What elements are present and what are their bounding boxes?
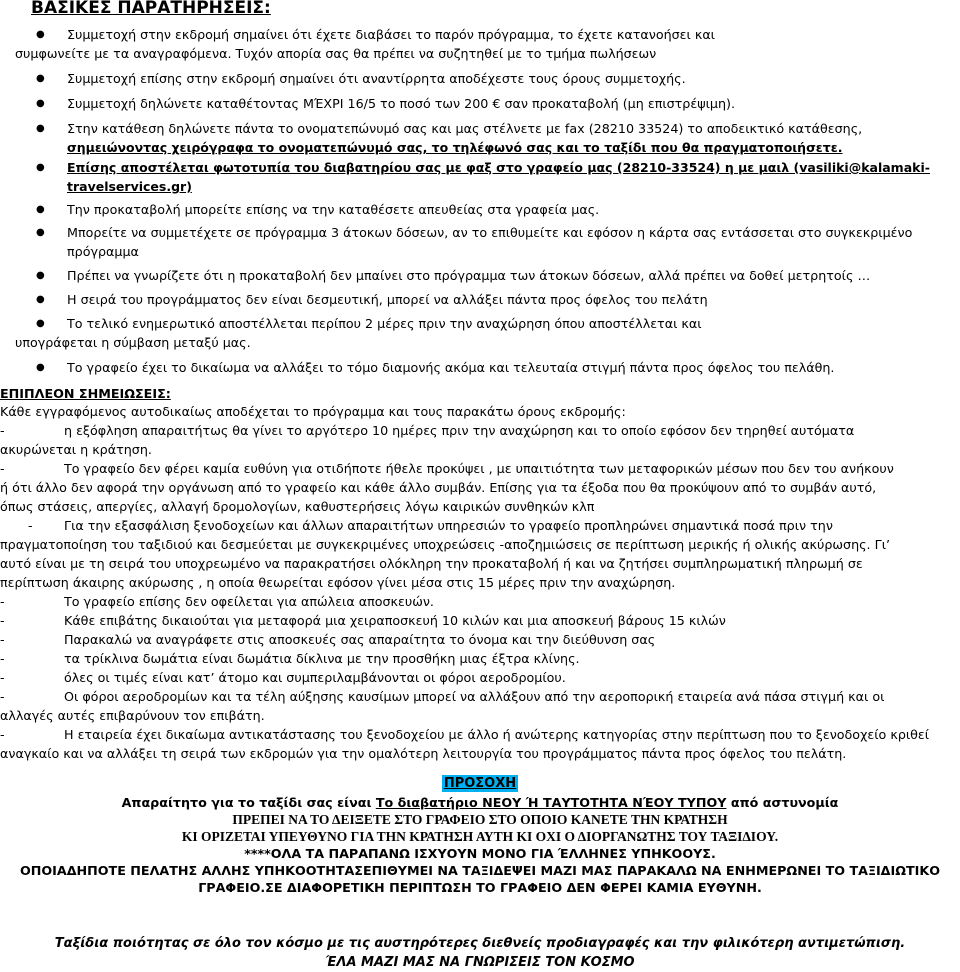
dash-marker: - — [0, 613, 5, 628]
list-item-line: ● Στην κατάθεση δηλώνετε πάντα το ονοματεπώνυμό σας και μας στέλνετε με fax (28210 33524) το αποδεικτικό κατάθεσης, — [67, 121, 863, 136]
list-item-line: ● Συμμετοχή επίσης στην εκδρομή σημαίνει ότι αναντίρρητα αποδέχεστε τους όρους συμμετοχής. — [67, 71, 686, 86]
dash-marker: - — [0, 461, 5, 476]
list-item: - η εξόφληση απαραιτήτως θα γίνει το αργότερο 10 ημέρες πριν την αναχώρηση και το οποίο εφόσον δεν τηρηθεί αυτόματα — [0, 423, 855, 438]
list-item-line: ● Το γραφείο έχει το δικαίωμα να αλλάξει το τόμο διαμονής ακόμα και τελευταία στιγμή πάντα προς όφελος του πελάθη. — [67, 360, 835, 375]
list-item — [15, 158, 960, 177]
notes-intro: Κάθε εγγραφόμενος αυτοδικαίως αποδέχεται το πρόγραμμα και τους παρακάτω όρους εκδρομής: — [0, 404, 626, 419]
list-item-line: αναγκαίο και να αλλάξει τη σειρά των εκδρομών για την ομαλότερη λειτουργία του προγράμματος πάντα προς όφελος του πελάτη. — [0, 746, 847, 761]
attention-title: ΠΡΟΣΟΧΗ — [443, 776, 517, 791]
list-item-line: υπογράφεται η σύμβαση μεταξύ μας. — [15, 335, 251, 350]
list-item: - Το γραφείο δεν φέρει καμία ευθύνη για οτιδήποτε ήθελε προκύψει , με υπαιτιότητα των μεταφορικών μέσων που δεν του ανήκουν — [0, 461, 894, 476]
dash-marker: - — [0, 670, 5, 685]
list-item-line: αυτό είναι με τη σειρά του υποχρεωμένο να παρακρατήσει ολόκληρη την προκαταβολή ή και να ζητήσει συμπληρωματική πληρωμή σε — [0, 556, 863, 571]
dash-marker: - — [0, 689, 5, 704]
list-item-line: περίπτωση άκαιρης ακύρωσης , η οποία θεωρείται εφόσον γίνει μέσα στις 15 μέρες πριν την αναχώρηση. — [0, 575, 676, 590]
attention-line: Απαραίτητο για το ταξίδι σας είναι Το διαβατήριο ΝΕΟΥ Ή ΤΑΥΤΟΤΗΤΑ ΝΈΟΥ ΤΥΠΟΥ από αστυνομία — [121, 795, 839, 810]
list-item — [15, 25, 960, 44]
list-item-line: ● Επίσης αποστέλεται φωτοτυπία του διαβατηρίου σας με φαξ στο γραφείο μας (28210-33524) η με μαιλ (vasiliki@kalamaki- — [67, 160, 930, 175]
list-item — [15, 223, 960, 242]
list-item — [15, 290, 960, 309]
attention-line: ΚΙ ΟΡΙΖΕΤΑΙ ΥΠΕΥΘΥΝΟ ΓΙΑ ΤΗΝ ΚΡΑΤΗΣΗ ΑΥΤΗ ΚΙ ΟΧΙ Ο ΔΙΟΡΓΑΝΩΤΗΣ ΤΟΥ ΤΑΞΙΔΙΟΥ. — [181, 829, 779, 844]
list-item-line: όπως στάσεις, απεργίες, αλλαγή δρομολογίων, καθυστερήσεις λόγω καιρικών συνθηκών κλπ — [0, 499, 595, 514]
page-title: ΒΑΣΙΚΕΣ ΠΑΡΑΤΗΡΗΣΕΙΣ: — [31, 0, 271, 18]
attention-line: ****ΟΛΑ ΤΑ ΠΑΡΑΠΑΝΩ ΙΣΧΥΟΥΝ ΜΟΝΟ ΓΙΑ ΈΛΛΗΝΕΣ ΥΠΗΚΟΟΥΣ. — [244, 846, 716, 861]
list-item-line: ● Συμμετοχή στην εκδρομή σημαίνει ότι έχετε διαβάσει το παρόν πρόγραμμα, το έχετε κατανοήσει και — [67, 27, 715, 42]
list-item: - τα τρίκλινα δωμάτια είναι δωμάτια δίκλινα με την προσθήκη μιας έξτρα κλίνης. — [0, 651, 580, 666]
list-item: - Οι φόροι αεροδρομίων και τα τέλη αύξησης καυσίμων μπορεί να αλλάξουν από την αεροπορική εταιρεία ανά πάσα στιγμή και οι — [0, 689, 885, 704]
list-item — [15, 266, 960, 285]
list-item — [15, 69, 960, 88]
list-item — [15, 314, 960, 333]
list-item — [15, 119, 960, 138]
list-item-line: ● Πρέπει να γνωρίζετε ότι η προκαταβολή δεν μπαίνει στο πρόγραμμα των άτοκων δόσεων, αλλά πρέπει να δοθεί μετρητοίς … — [67, 268, 871, 283]
basic-remarks-list — [15, 25, 960, 377]
list-item-line: travelservices.gr) — [67, 179, 192, 194]
required-document: Το διαβατήριο ΝΕΟΥ Ή ΤΑΥΤΟΤΗΤΑ ΝΈΟΥ ΤΥΠΟΥ — [375, 795, 727, 810]
attention-line: ΓΡΑΦΕΙΟ.ΣΕ ΔΙΑΦΟΡΕΤΙΚΗ ΠΕΡΙΠΤΩΣΗ ΤΟ ΓΡΑΦΕΙΟ ΔΕΝ ΦΕΡΕΙ ΚΑΜΙΑ ΕΥΘΥΝΗ. — [198, 880, 762, 895]
motto-line: Ταξίδια ποιότητας σε όλο τον κόσμο με τις αυστηρότερες διεθνείς προδιαγραφές και την φιλικότερη αντιμετώπιση. — [54, 936, 906, 951]
list-item: - Η εταιρεία έχει δικαίωμα αντικατάστασης του ξενοδοχείου με άλλο ή ανώτερης κατηγορίας στην περίπτωση που το ξενοδοχείο κριθεί — [0, 727, 930, 742]
dash-marker: - — [0, 632, 5, 647]
list-item-line: αλλαγές αυτές επιβαρύνουν τον επιβάτη. — [0, 708, 265, 723]
list-item: - Το γραφείο επίσης δεν οφείλεται για απώλεια αποσκευών. — [0, 594, 434, 609]
list-item — [15, 94, 960, 113]
list-item: - Κάθε επιβάτης δικαιούται για μεταφορά μια χειραποσκευή 10 κιλών και μια αποσκευή βάρους 15 κιλών — [0, 613, 726, 628]
additional-notes — [0, 402, 960, 763]
attention-line: ΠΡΕΠΕΙ ΝΑ ΤΟ ΔΕΙΞΕΤΕ ΣΤΟ ΓΡΑΦΕΙΟ ΣΤΟ ΟΠΟΙΟ ΚΑΝΕΤΕ ΤΗΝ ΚΡΑΤΗΣΗ — [232, 812, 728, 827]
dash-marker: - — [0, 594, 5, 609]
list-item-line: συμφωνείτε με τα αναγραφόμενα. Τυχόν απορία σας θα πρέπει να συζητηθεί με το τμήμα πωλήσεων — [15, 46, 657, 61]
list-item — [15, 358, 960, 377]
dash-marker: - — [0, 423, 5, 438]
list-item-line: ● Συμμετοχή δηλώνετε καταθέτοντας ΜΈΧΡΙ 16/5 το ποσό των 200 € σαν προκαταβολή (μη επιστρέψιμη). — [67, 96, 735, 111]
list-item: - Παρακαλώ να αναγράφετε στις αποσκευές σας απαραίτητα το όνομα και την διεύθυνση σας — [0, 632, 656, 647]
list-item-line: ακυρώνεται η κράτηση. — [0, 442, 152, 457]
list-item-line: πρόγραμμα — [67, 244, 139, 259]
list-item-line: ● Το τελικό ενημερωτικό αποστέλλεται περίπου 2 μέρες πριν την αναχώρηση όπου αποστέλλεται και — [67, 316, 702, 331]
attention-line: ΟΠΟΙΑΔΗΠΟΤΕ ΠΕΛΑΤΗΣ ΑΛΛΗΣ ΥΠΗΚΟΟΤΗΤΑΣΕΠΙΘΥΜΕΙ ΝΑ ΤΑΞΙΔΕΨΕΙ ΜΑΖΙ ΜΑΣ ΠΑΡΑΚΑΛΩ ΝΑ ΕΝΗΜΕΡΩΝΕΙ ΤΟ ΤΑΞΙΔΙΩΤΙΚΟ — [19, 863, 941, 878]
dash-marker: - — [28, 518, 33, 533]
dash-marker: - — [0, 651, 5, 666]
attention-block — [0, 774, 960, 896]
motto — [0, 934, 960, 972]
list-item-line: σημειώνοντας χειρόγραφα το ονοματεπώνυμό σας, το τηλέφωνό σας και το ταξίδι που θα πραγματοποιήσετε. — [67, 140, 843, 155]
dash-marker: - — [0, 727, 5, 742]
list-item-line: ή ότι άλλο δεν αφορά την οργάνωση από το γραφείο και κάθε άλλο συμβάν. Επίσης για τα έξοδα που θα προκύψουν από το συμβάν αυτό, — [0, 480, 877, 495]
list-item: - Για την εξασφάλιση ξενοδοχείων και άλλων απαραιτήτων υπηρεσιών το γραφείο προπληρώνει σημαντικά ποσά πριν την — [0, 516, 960, 535]
section-heading-additional-notes: ΕΠΙΠΛΕΟΝ ΣΗΜΕΙΩΣΕΙΣ: — [0, 386, 171, 401]
list-item-line: ● Η σειρά του προγράμματος δεν είναι δεσμευτική, μπορεί να αλλάξει πάντα προς όφελος του πελάτη — [67, 292, 708, 307]
list-item-line: ● Μπορείτε να συμμετέχετε σε πρόγραμμα 3 άτοκων δόσεων, αν το επιθυμείτε και εφόσον η κάρτα σας εντάσσεται στο συγκεκριμένο — [67, 225, 913, 240]
list-item-line: ● Την προκαταβολή μπορείτε επίσης να την καταθέσετε απευθείας στα γραφεία μας. — [67, 202, 600, 217]
list-item-line: πραγματοποίηση του ταξιδιού και δεσμεύεται με συγκεκριμένες υποχρεώσεις -αποζημιώσεις σε περίπτωση μερικής ή ολικής ακύρωσης. Γι’ — [0, 537, 891, 552]
list-item — [15, 200, 960, 219]
list-item: - όλες οι τιμές είναι κατ’ άτομο και συμπεριλαμβάνονται οι φόροι αεροδρομίου. — [0, 670, 566, 685]
motto-line: ΈΛΑ ΜΑΖΙ ΜΑΣ ΝΑ ΓΝΩΡΙΣΕΙΣ ΤΟΝ ΚΟΣΜΟ — [325, 955, 635, 970]
